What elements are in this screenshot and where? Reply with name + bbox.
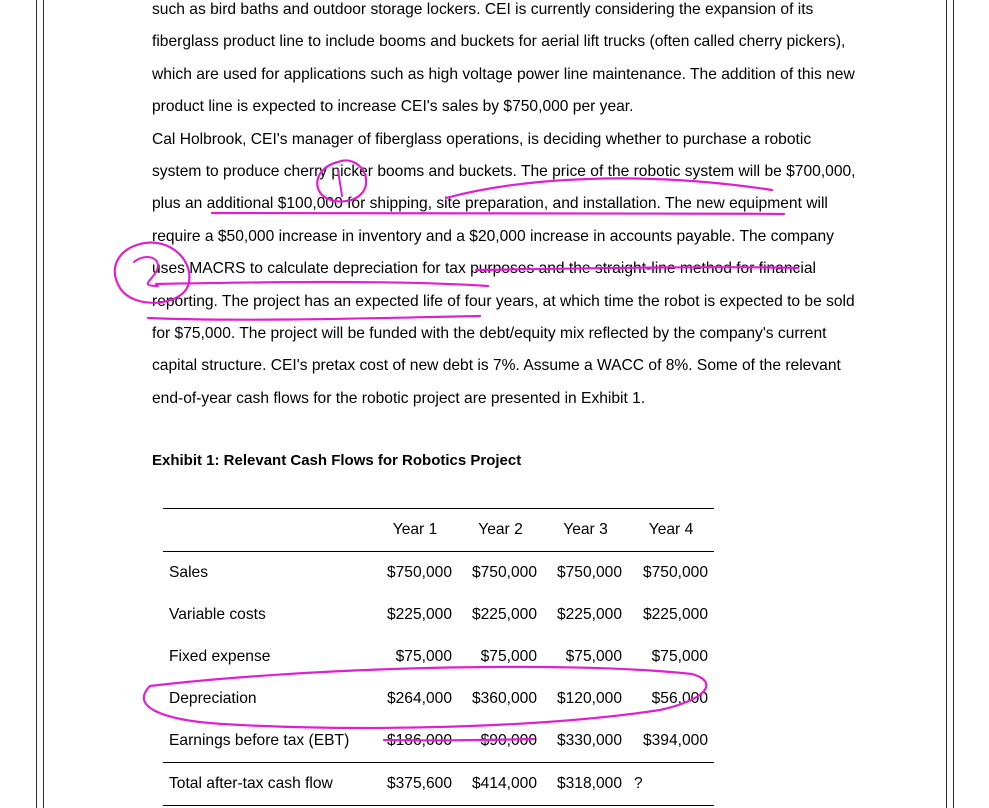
paragraph-intro: such as bird baths and outdoor storage lockers. CEI is currently considering the expansion of its fiberglass product line to include booms and buckets for aerial lift trucks (often called cherry pickers), which are used for applications such as high voltage power line maintenance. The addition of this new product line is expected to increase CEI's sales by $750,000 per year. [152,1,855,116]
cell-value: $264,000 [386,690,452,707]
cell-value: $375,600 [386,775,452,792]
cell-value: $75,000 [651,648,708,665]
table-row [163,720,714,763]
header-blank [163,509,372,552]
row-label: Fixed expense [169,648,271,665]
cell-value: $225,000 [386,606,452,623]
page-frame-left [36,0,44,808]
table-row [163,552,714,595]
cell-value: $330,000 [556,732,622,749]
table-row [163,636,714,678]
cell-value: $225,000 [642,606,708,623]
page-frame-right [946,0,954,808]
cell-value: $750,000 [556,564,622,581]
cell-value: $750,000 [642,564,708,581]
cell-value: $360,000 [471,690,537,707]
row-label: Sales [169,564,209,581]
cell-value: $394,000 [642,732,708,749]
header-year-2: Year 2 [478,521,523,538]
header-year-1: Year 1 [392,521,438,538]
cell-value: $318,000 [556,775,622,792]
header-year-4: Year 4 [648,521,694,538]
document-body [152,0,862,415]
cell-value: $225,000 [471,606,537,623]
row-label: Total after-tax cash flow [169,775,333,792]
cell-value: $120,000 [556,690,622,707]
cell-value: $75,000 [480,648,537,665]
cell-value: $750,000 [386,564,452,581]
cash-flow-table [163,508,714,806]
cell-value: $90,000 [480,732,537,749]
cell-value: $186,000 [386,732,452,749]
table-row [163,594,714,636]
exhibit-title: Exhibit 1: Relevant Cash Flows for Robotics Project [152,452,522,469]
cell-value: $56,000 [651,690,708,707]
cell-value: $414,000 [471,775,537,792]
cell-value: $75,000 [565,648,622,665]
cell-value: $750,000 [471,564,537,581]
paragraph-robotic-system: Cal Holbrook, CEI's manager of fiberglass operations, is deciding whether to purchase a robotic system to produce cherry picker booms and buckets. The price of the robotic system will be $700,000, plus an additional $100,000 for shipping, site preparation, and installation. The new equipment will require a $50,000 increase in inventory and a $20,000 increase in accounts payable. The company uses MACRS to calculate depreciation for tax purposes and the straight-line method for financial reporting. The project has an expected life of four years, at which time the robot is expected to be sold for $75,000. The project will be funded with the debt/equity mix reflected by the company's current capital structure. CEI's pretax cost of new debt is 7%. Assume a WACC of 8%. Some of the relevant end-of-year cash flows for the robotic project are presented in Exhibit 1. [152,130,856,407]
table-header-row [163,509,714,552]
table-row [163,678,714,720]
cell-value: ? [634,775,643,792]
cell-value: $225,000 [556,606,622,623]
header-year-3: Year 3 [563,521,608,538]
cell-value: $75,000 [395,648,452,665]
row-label: Earnings before tax (EBT) [169,732,350,749]
row-label: Variable costs [169,606,266,623]
table-row-total [163,763,714,806]
row-label: Depreciation [169,690,257,707]
